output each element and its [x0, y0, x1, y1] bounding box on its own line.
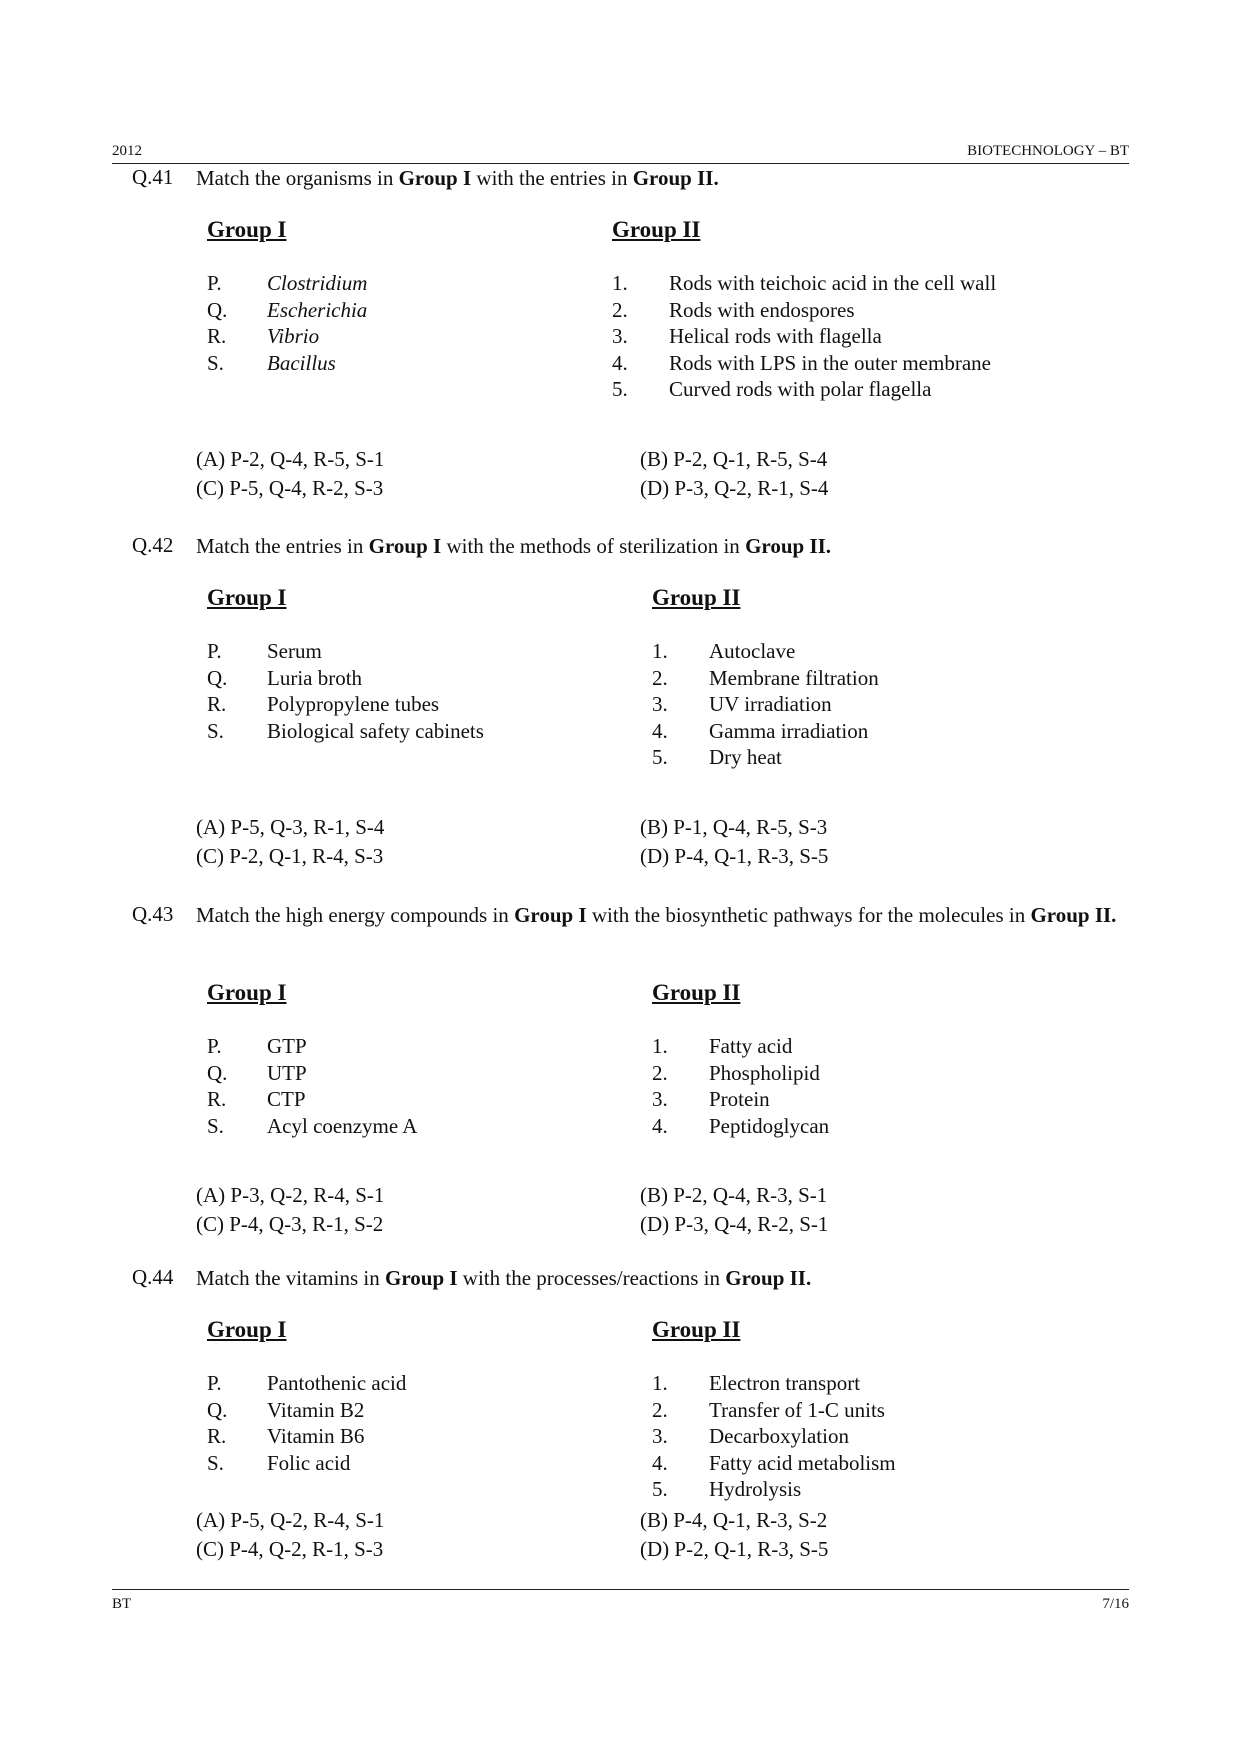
group2-heading: Group II	[652, 980, 741, 1005]
option-a: (A) P-5, Q-2, R-4, S-1	[196, 1508, 385, 1532]
group1-heading: Group I	[207, 217, 287, 242]
list-item: Q. Escherichia	[207, 297, 368, 322]
option-c: (C) P-4, Q-2, R-1, S-3	[196, 1537, 384, 1561]
option-a: (A) P-5, Q-3, R-1, S-4	[196, 815, 385, 839]
list-item: R. Polypropylene tubes	[207, 692, 440, 716]
option-c: (C) P-4, Q-3, R-1, S-2	[196, 1212, 384, 1236]
header-rule	[112, 163, 1129, 164]
list-item: S. Biological safety cabinets	[207, 718, 484, 743]
list-item: P. Serum	[207, 639, 322, 663]
list-item: 4. Gamma irradiation	[652, 718, 869, 743]
list-item: 4. Fatty acid metabolism	[652, 1450, 896, 1475]
list-item: S. Bacillus	[207, 350, 336, 375]
list-item: 2. Transfer of 1-C units	[652, 1397, 885, 1422]
group2-list	[652, 638, 879, 771]
group2-heading: Group II	[652, 585, 741, 610]
list-item: S. Acyl coenzyme A	[207, 1113, 418, 1138]
group1-list	[207, 1033, 417, 1139]
option-d: (D) P-4, Q-1, R-3, S-5	[640, 844, 829, 868]
group1-list	[207, 1370, 406, 1476]
list-item: 2. Phospholipid	[652, 1060, 820, 1085]
group2-list	[612, 270, 996, 403]
list-item: 3. Decarboxylation	[652, 1424, 849, 1448]
group2-heading: Group II	[612, 217, 701, 242]
group1-heading: Group I	[207, 585, 287, 610]
option-b: (B) P-1, Q-4, R-5, S-3	[640, 815, 828, 839]
group1-heading: Group I	[207, 980, 287, 1005]
list-item: 2. Rods with endospores	[612, 297, 855, 322]
list-item: P. Pantothenic acid	[207, 1371, 407, 1395]
option-a: (A) P-3, Q-2, R-4, S-1	[196, 1183, 385, 1207]
list-item: Q. Vitamin B2	[207, 1397, 365, 1422]
list-item: S. Folic acid	[207, 1450, 351, 1475]
list-item: 1. Autoclave	[652, 639, 796, 663]
question-text: Match the entries in Group I with the methods of sterilization in Group II.	[196, 534, 832, 558]
list-item: 1. Rods with teichoic acid in the cell wall	[612, 271, 997, 295]
option-d: (D) P-3, Q-4, R-2, S-1	[640, 1212, 829, 1236]
list-item: 5. Dry heat	[652, 745, 782, 769]
option-d: (D) P-3, Q-2, R-1, S-4	[640, 476, 829, 500]
list-item: 4. Rods with LPS in the outer membrane	[612, 350, 991, 375]
group1-list	[207, 270, 367, 376]
option-a: (A) P-2, Q-4, R-5, S-1	[196, 447, 385, 471]
list-item: 1. Electron transport	[652, 1371, 861, 1395]
list-item: 5. Curved rods with polar flagella	[612, 377, 932, 401]
header-year: 2012	[112, 143, 142, 159]
list-item: R. Vitamin B6	[207, 1424, 365, 1448]
group1-list	[207, 638, 484, 744]
question-text: Match the high energy compounds in Group I with the biosynthetic pathways for the molecules in Group II.	[196, 903, 1117, 927]
list-item: 2. Membrane filtration	[652, 665, 879, 690]
list-item: Q. UTP	[207, 1060, 307, 1085]
question-text: Match the vitamins in Group I with the processes/reactions in Group II.	[196, 1266, 812, 1290]
question-number: Q.43	[132, 902, 174, 926]
option-d: (D) P-2, Q-1, R-3, S-5	[640, 1537, 829, 1561]
question-text: Match the organisms in Group I with the entries in Group II.	[196, 166, 719, 190]
list-item: P. GTP	[207, 1034, 307, 1058]
group2-heading: Group II	[652, 1317, 741, 1342]
question-number: Q.41	[132, 165, 174, 189]
question-number: Q.44	[132, 1265, 174, 1289]
footer-code: BT	[112, 1596, 132, 1612]
list-item: 5. Hydrolysis	[652, 1477, 802, 1501]
list-item: R. Vibrio	[207, 324, 320, 348]
option-b: (B) P-4, Q-1, R-3, S-2	[640, 1508, 828, 1532]
group2-list	[652, 1033, 829, 1139]
question-number: Q.42	[132, 533, 174, 557]
list-item: 3. Helical rods with flagella	[612, 324, 882, 348]
list-item: P. Clostridium	[207, 271, 368, 295]
list-item: 4. Peptidoglycan	[652, 1113, 830, 1138]
option-c: (C) P-5, Q-4, R-2, S-3	[196, 476, 384, 500]
group1-heading: Group I	[207, 1317, 287, 1342]
list-item: 1. Fatty acid	[652, 1034, 793, 1058]
list-item: Q. Luria broth	[207, 665, 363, 690]
group2-list	[652, 1370, 896, 1503]
header-subject: BIOTECHNOLOGY – BT	[967, 143, 1129, 159]
option-c: (C) P-2, Q-1, R-4, S-3	[196, 844, 384, 868]
option-b: (B) P-2, Q-4, R-3, S-1	[640, 1183, 828, 1207]
list-item: R. CTP	[207, 1087, 306, 1111]
page-number: 7/16	[1102, 1596, 1129, 1612]
list-item: 3. Protein	[652, 1087, 770, 1111]
option-b: (B) P-2, Q-1, R-5, S-4	[640, 447, 828, 471]
list-item: 3. UV irradiation	[652, 692, 832, 716]
footer-rule	[112, 1589, 1129, 1590]
